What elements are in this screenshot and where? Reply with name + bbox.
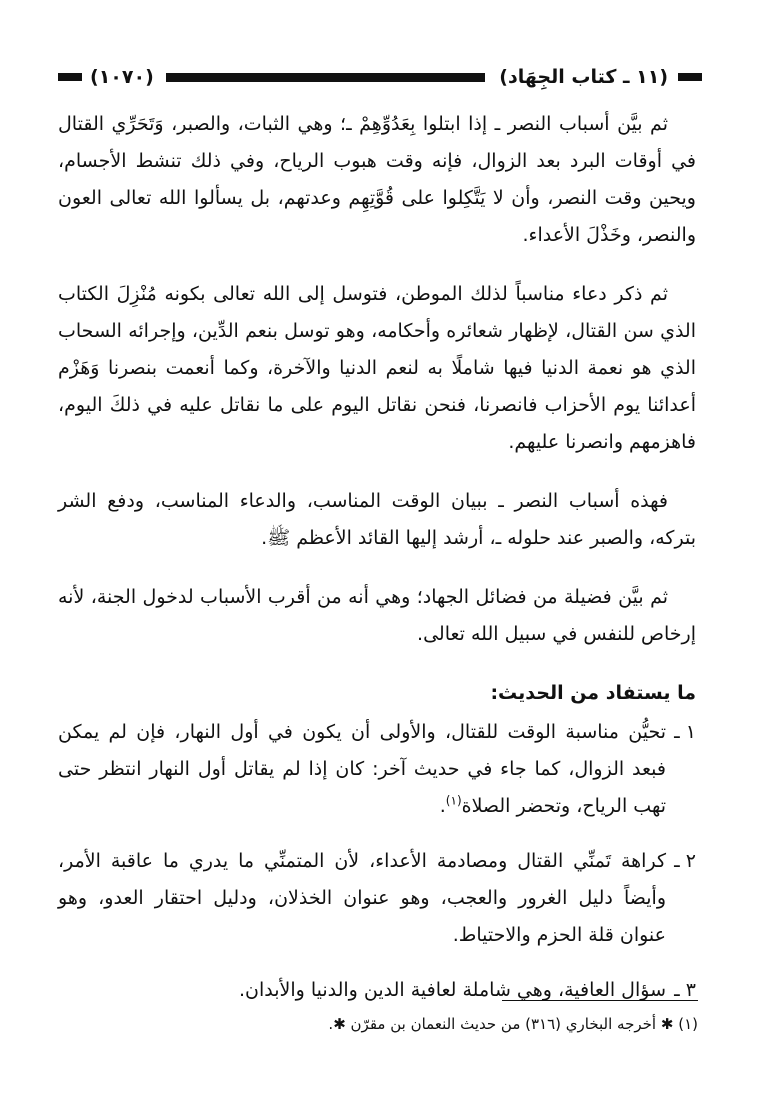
benefit-text: سؤال العافية، وهي شاملة لعافية الدين والدنيا والأبدان.	[238, 979, 666, 1001]
benefit-end: .	[439, 795, 446, 817]
paragraph-1: ثم بيَّن أسباب النصر ـ إذا ابتلوا بِعَدُوِّهِمْ ـ؛ وهي الثبات، والصبر، وَتَحَرِّي القتال في أوقات البرد بعد الزوال، فإنه وقت هبوب الرياح، وفي ذلك تنشط الأجسام، ويحين وقت النصر، وأن لا يَتَّكِلوا على قُوَّتِهِم وعدتهم، بل يسألوا الله تعالى العون والنصر، وخَذْلَ الأعداء.	[58, 113, 696, 246]
footnote-separator	[502, 1000, 698, 1001]
benefit-text	[58, 714, 666, 825]
benefit-number: ٣ ـ	[674, 979, 696, 1001]
footnote	[58, 1012, 698, 1036]
header-end-dash	[678, 73, 702, 81]
paragraph-4: ثم بيَّن فضيلة من فضائل الجهاد؛ وهي أنه من أقرب الأسباب لدخول الجنة، لأنه إرخاص للنفس في سبيل الله تعالى.	[58, 586, 696, 645]
header-start-dash	[58, 73, 82, 81]
footnote-reference[interactable]: (١)	[445, 793, 462, 808]
paragraph-3: فهذه أسباب النصر ـ ببيان الوقت المناسب، والدعاء المناسب، ودفع الشر بتركه، والصبر عند حلوله ـ، أرشد إليها القائد الأعظم ﷺ.	[58, 490, 696, 549]
header-rule	[166, 73, 486, 82]
benefit-item-1	[58, 714, 696, 825]
benefit-text: كراهة تَمنِّي القتال ومصادمة الأعداء، لأن المتمنِّي ما يدري ما عاقبة الأمر، وأيضاً دليل الغرور والعجب، وهو عنوان الخذلان، ودليل احتقار العدو، وهو عنوان قلة الحزم والاحتياط.	[58, 850, 666, 946]
footnote-marker: (١)	[678, 1015, 698, 1033]
benefits-heading: ما يستفاد من الحديث:	[490, 682, 696, 704]
footnote-text: ✱ أخرجه البخاري (٣١٦) من حديث النعمان بن مقرّن ✱.	[328, 1015, 674, 1033]
page-header	[58, 60, 702, 94]
benefit-item-2	[58, 843, 696, 954]
benefit-body: تحيُّن مناسبة الوقت للقتال، والأولى أن يكون في أول النهار، فإن لم يمكن فبعد الزوال، كما جاء في حديث آخر: كان إذا لم يقاتل أول النهار انتظر حتى تهب الرياح، وتحضر الصلاة	[58, 721, 666, 817]
benefit-item-3	[58, 972, 696, 1009]
benefit-number: ١ ـ	[674, 721, 696, 743]
benefit-number: ٢ ـ	[674, 850, 696, 872]
page-body	[58, 106, 696, 1027]
paragraph-2: ثم ذكر دعاء مناسباً لذلك الموطن، فتوسل إلى الله تعالى بكونه مُنْزِلَ الكتاب الذي سن القتال، لإظهار شعائره وأحكامه، وهو توسل بنعم الدِّين، وإجرائه السحاب الذي هو نعمة الدنيا فيها شاملًا به لنعم الدنيا والآخرة، وكما أنعمت بنصرنا وَهَزْم أعدائنا يوم الأحزاب فانصرنا، فنحن نقاتل اليوم على ما نقاتل عليه في ذلكَ اليوم، فاهزمهم وانصرنا عليهم.	[58, 283, 696, 453]
page-number: (١٠٧٠)	[90, 66, 154, 88]
chapter-title: (١١ ـ كتاب الجِهَاد)	[499, 66, 668, 88]
